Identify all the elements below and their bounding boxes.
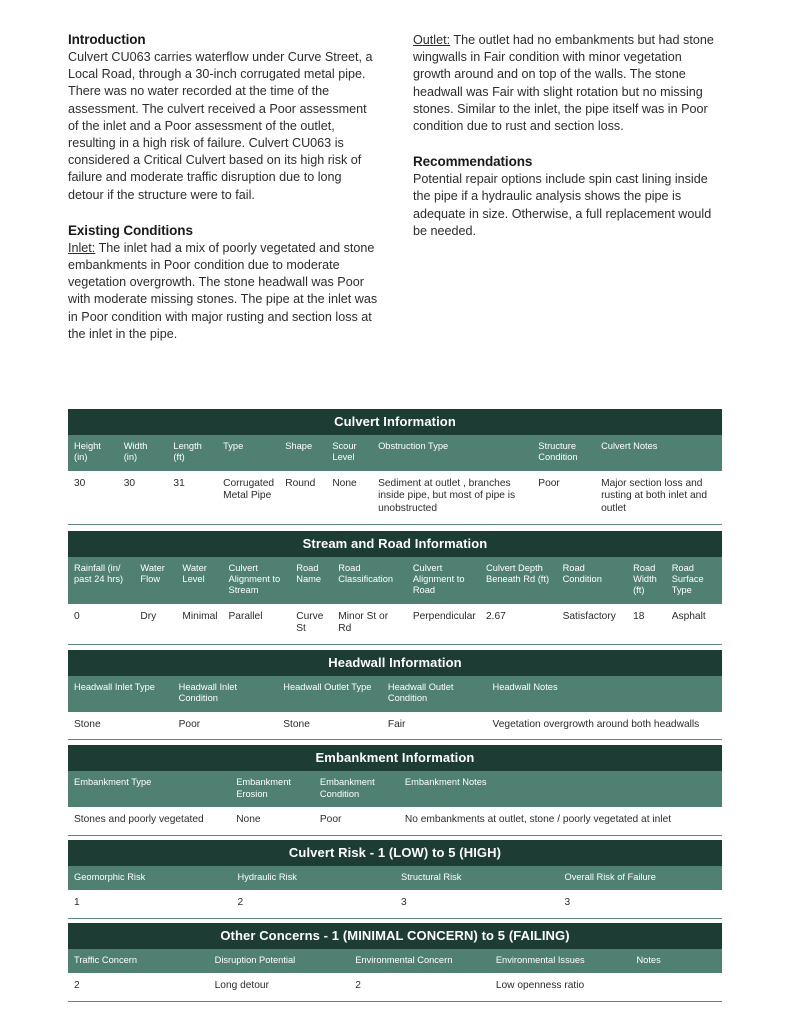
table-block-stream-and-road-information [68, 531, 722, 645]
paragraph-introduction-text: Culvert CU063 carries waterflow under Curve Street, a Local Road, through a 30-inch corrugated metal pipe. There was no water recorded at the time of the assessment. The culvert received a Poor assessment of the inlet and a Poor assessment of the outlet, resulting in a high risk of failure. Culvert CU063 is considered a Critical Culvert based on its high risk of failure and moderate traffic disruption due to long detour if the structure were to fail. [68, 50, 373, 202]
table-culvert-information [68, 435, 722, 525]
narrative-column-left [68, 32, 378, 343]
table-title-other-concerns: Other Concerns - 1 (MINIMAL CONCERN) to 5 (FAILING) [68, 923, 722, 949]
narrative-column-right [413, 32, 722, 343]
table-cell: Parallel [223, 604, 291, 645]
paragraph-recommendations [413, 171, 722, 240]
table-culvert-risk [68, 866, 722, 919]
table-cell: Minor St or Rd [332, 604, 407, 645]
table-cell: Curve St [290, 604, 332, 645]
column-header: Headwall Outlet Condition [382, 676, 487, 712]
column-header: Width (in) [118, 435, 168, 471]
column-header: Headwall Inlet Condition [173, 676, 278, 712]
table-row [68, 712, 722, 740]
column-header: Embankment Erosion [230, 771, 314, 807]
column-header: Rainfall (in/ past 24 hrs) [68, 557, 134, 604]
table-header-row [68, 557, 722, 604]
table-cell: 31 [167, 471, 217, 524]
table-cell: Poor [314, 807, 399, 835]
table-headwall-information [68, 676, 722, 740]
column-header: Geomorphic Risk [68, 866, 232, 890]
table-cell: Low openness ratio [490, 973, 631, 1001]
table-cell: Long detour [209, 973, 350, 1001]
column-header: Culvert Alignment to Stream [223, 557, 291, 604]
table-cell: 18 [627, 604, 666, 645]
column-header: Hydraulic Risk [232, 866, 396, 890]
column-header: Road Condition [557, 557, 627, 604]
column-header: Scour Level [326, 435, 372, 471]
narrative-section [68, 32, 722, 343]
table-cell: Sediment at outlet , branches inside pipe, but most of pipe is unobstructed [372, 471, 532, 524]
table-cell: 1 [68, 890, 232, 918]
column-header: Notes [630, 949, 722, 973]
column-header: Culvert Alignment to Road [407, 557, 480, 604]
table-title-culvert-information: Culvert Information [68, 409, 722, 435]
table-stream-and-road-information [68, 557, 722, 645]
table-cell: 2.67 [480, 604, 557, 645]
table-cell: None [230, 807, 314, 835]
paragraph-recommendations-text: Potential repair options include spin cast lining inside the pipe if a hydraulic analysis shows the pipe is adequate in size. Otherwise, a full replacement would be needed. [413, 172, 712, 238]
table-cell: Corrugated Metal Pipe [217, 471, 279, 524]
table-cell: 2 [68, 973, 209, 1001]
table-row [68, 604, 722, 645]
section-heading-recommendations: Recommendations [413, 154, 533, 170]
table-header-row [68, 866, 722, 890]
table-row [68, 471, 722, 524]
column-header: Water Flow [134, 557, 176, 604]
table-cell: Poor [173, 712, 278, 740]
column-header: Structural Risk [395, 866, 559, 890]
column-header: Type [217, 435, 279, 471]
table-row [68, 973, 722, 1001]
column-header: Road Surface Type [666, 557, 722, 604]
table-header-row [68, 676, 722, 712]
table-cell: None [326, 471, 372, 524]
table-cell: Asphalt [666, 604, 722, 645]
table-cell: 3 [395, 890, 559, 918]
table-title-stream-and-road-information: Stream and Road Information [68, 531, 722, 557]
table-cell: No embankments at outlet, stone / poorly vegetated at inlet [399, 807, 722, 835]
section-heading-existing-conditions: Existing Conditions [68, 222, 193, 238]
table-cell: Dry [134, 604, 176, 645]
column-header: Headwall Notes [487, 676, 723, 712]
column-header: Disruption Potential [209, 949, 350, 973]
paragraph-outlet-lead: Outlet: [413, 33, 451, 47]
column-header: Culvert Notes [595, 435, 722, 471]
table-cell: Minimal [176, 604, 222, 645]
table-cell: 30 [68, 471, 118, 524]
table-block-other-concerns [68, 923, 722, 1002]
paragraph-outlet [413, 32, 722, 135]
column-header: Road Name [290, 557, 332, 604]
paragraph-outlet-text: The outlet had no embankments but had stone wingwalls in Fair condition with minor vegetation growth around and on top of the walls. The stone headwall was Fair with slight rotation but no missing stones. Similar to the inlet, the pipe itself was in Poor condition due to rust and section loss. [413, 33, 714, 134]
table-cell: Stones and poorly vegetated [68, 807, 230, 835]
table-header-row [68, 435, 722, 471]
column-header: Shape [279, 435, 326, 471]
table-cell: 3 [559, 890, 723, 918]
column-header: Embankment Type [68, 771, 230, 807]
column-header: Road Classification [332, 557, 407, 604]
column-header: Environmental Issues [490, 949, 631, 973]
column-header: Water Level [176, 557, 222, 604]
column-header: Traffic Concern [68, 949, 209, 973]
table-title-culvert-risk: Culvert Risk - 1 (LOW) to 5 (HIGH) [68, 840, 722, 866]
table-block-culvert-information [68, 409, 722, 525]
table-cell: 0 [68, 604, 134, 645]
table-block-culvert-risk [68, 840, 722, 919]
table-title-headwall-information: Headwall Information [68, 650, 722, 676]
column-header: Structure Condition [532, 435, 595, 471]
table-row [68, 807, 722, 835]
column-header: Embankment Condition [314, 771, 399, 807]
paragraph-introduction [68, 49, 378, 204]
column-header: Culvert Depth Beneath Rd (ft) [480, 557, 557, 604]
table-cell: 2 [349, 973, 490, 1001]
table-cell: 2 [232, 890, 396, 918]
table-block-headwall-information [68, 650, 722, 740]
table-row [68, 890, 722, 918]
column-header: Obstruction Type [372, 435, 532, 471]
table-header-row [68, 949, 722, 973]
table-title-embankment-information: Embankment Information [68, 745, 722, 771]
table-cell: Poor [532, 471, 595, 524]
table-cell: Major section loss and rusting at both inlet and outlet [595, 471, 722, 524]
table-cell: Perpendicular [407, 604, 480, 645]
table-cell: Stone [68, 712, 173, 740]
column-header: Length (ft) [167, 435, 217, 471]
table-other-concerns [68, 949, 722, 1002]
column-header: Road Width (ft) [627, 557, 666, 604]
column-header: Headwall Outlet Type [277, 676, 382, 712]
paragraph-inlet [68, 240, 378, 343]
column-header: Height (in) [68, 435, 118, 471]
table-cell: Round [279, 471, 326, 524]
paragraph-inlet-text: The inlet had a mix of poorly vegetated and stone embankments in Poor condition due to moderate vegetation overgrowth. The stone headwall was Poor with moderate missing stones. The pipe at the inlet was in Poor condition with major rusting and section loss at the inlet in the pipe. [68, 240, 378, 341]
table-block-embankment-information [68, 745, 722, 835]
table-cell: Stone [277, 712, 382, 740]
table-cell: Fair [382, 712, 487, 740]
table-cell [630, 973, 722, 1001]
table-header-row [68, 771, 722, 807]
table-cell: Vegetation overgrowth around both headwalls [487, 712, 723, 740]
column-header: Overall Risk of Failure [559, 866, 723, 890]
paragraph-inlet-lead: Inlet: [68, 240, 96, 255]
column-header: Headwall Inlet Type [68, 676, 173, 712]
section-heading-introduction: Introduction [68, 32, 146, 47]
table-cell: Satisfactory [557, 604, 627, 645]
table-cell: 30 [118, 471, 168, 524]
table-embankment-information [68, 771, 722, 835]
tables-section [68, 409, 722, 1002]
column-header: Embankment Notes [399, 771, 722, 807]
column-header: Environmental Concern [349, 949, 490, 973]
